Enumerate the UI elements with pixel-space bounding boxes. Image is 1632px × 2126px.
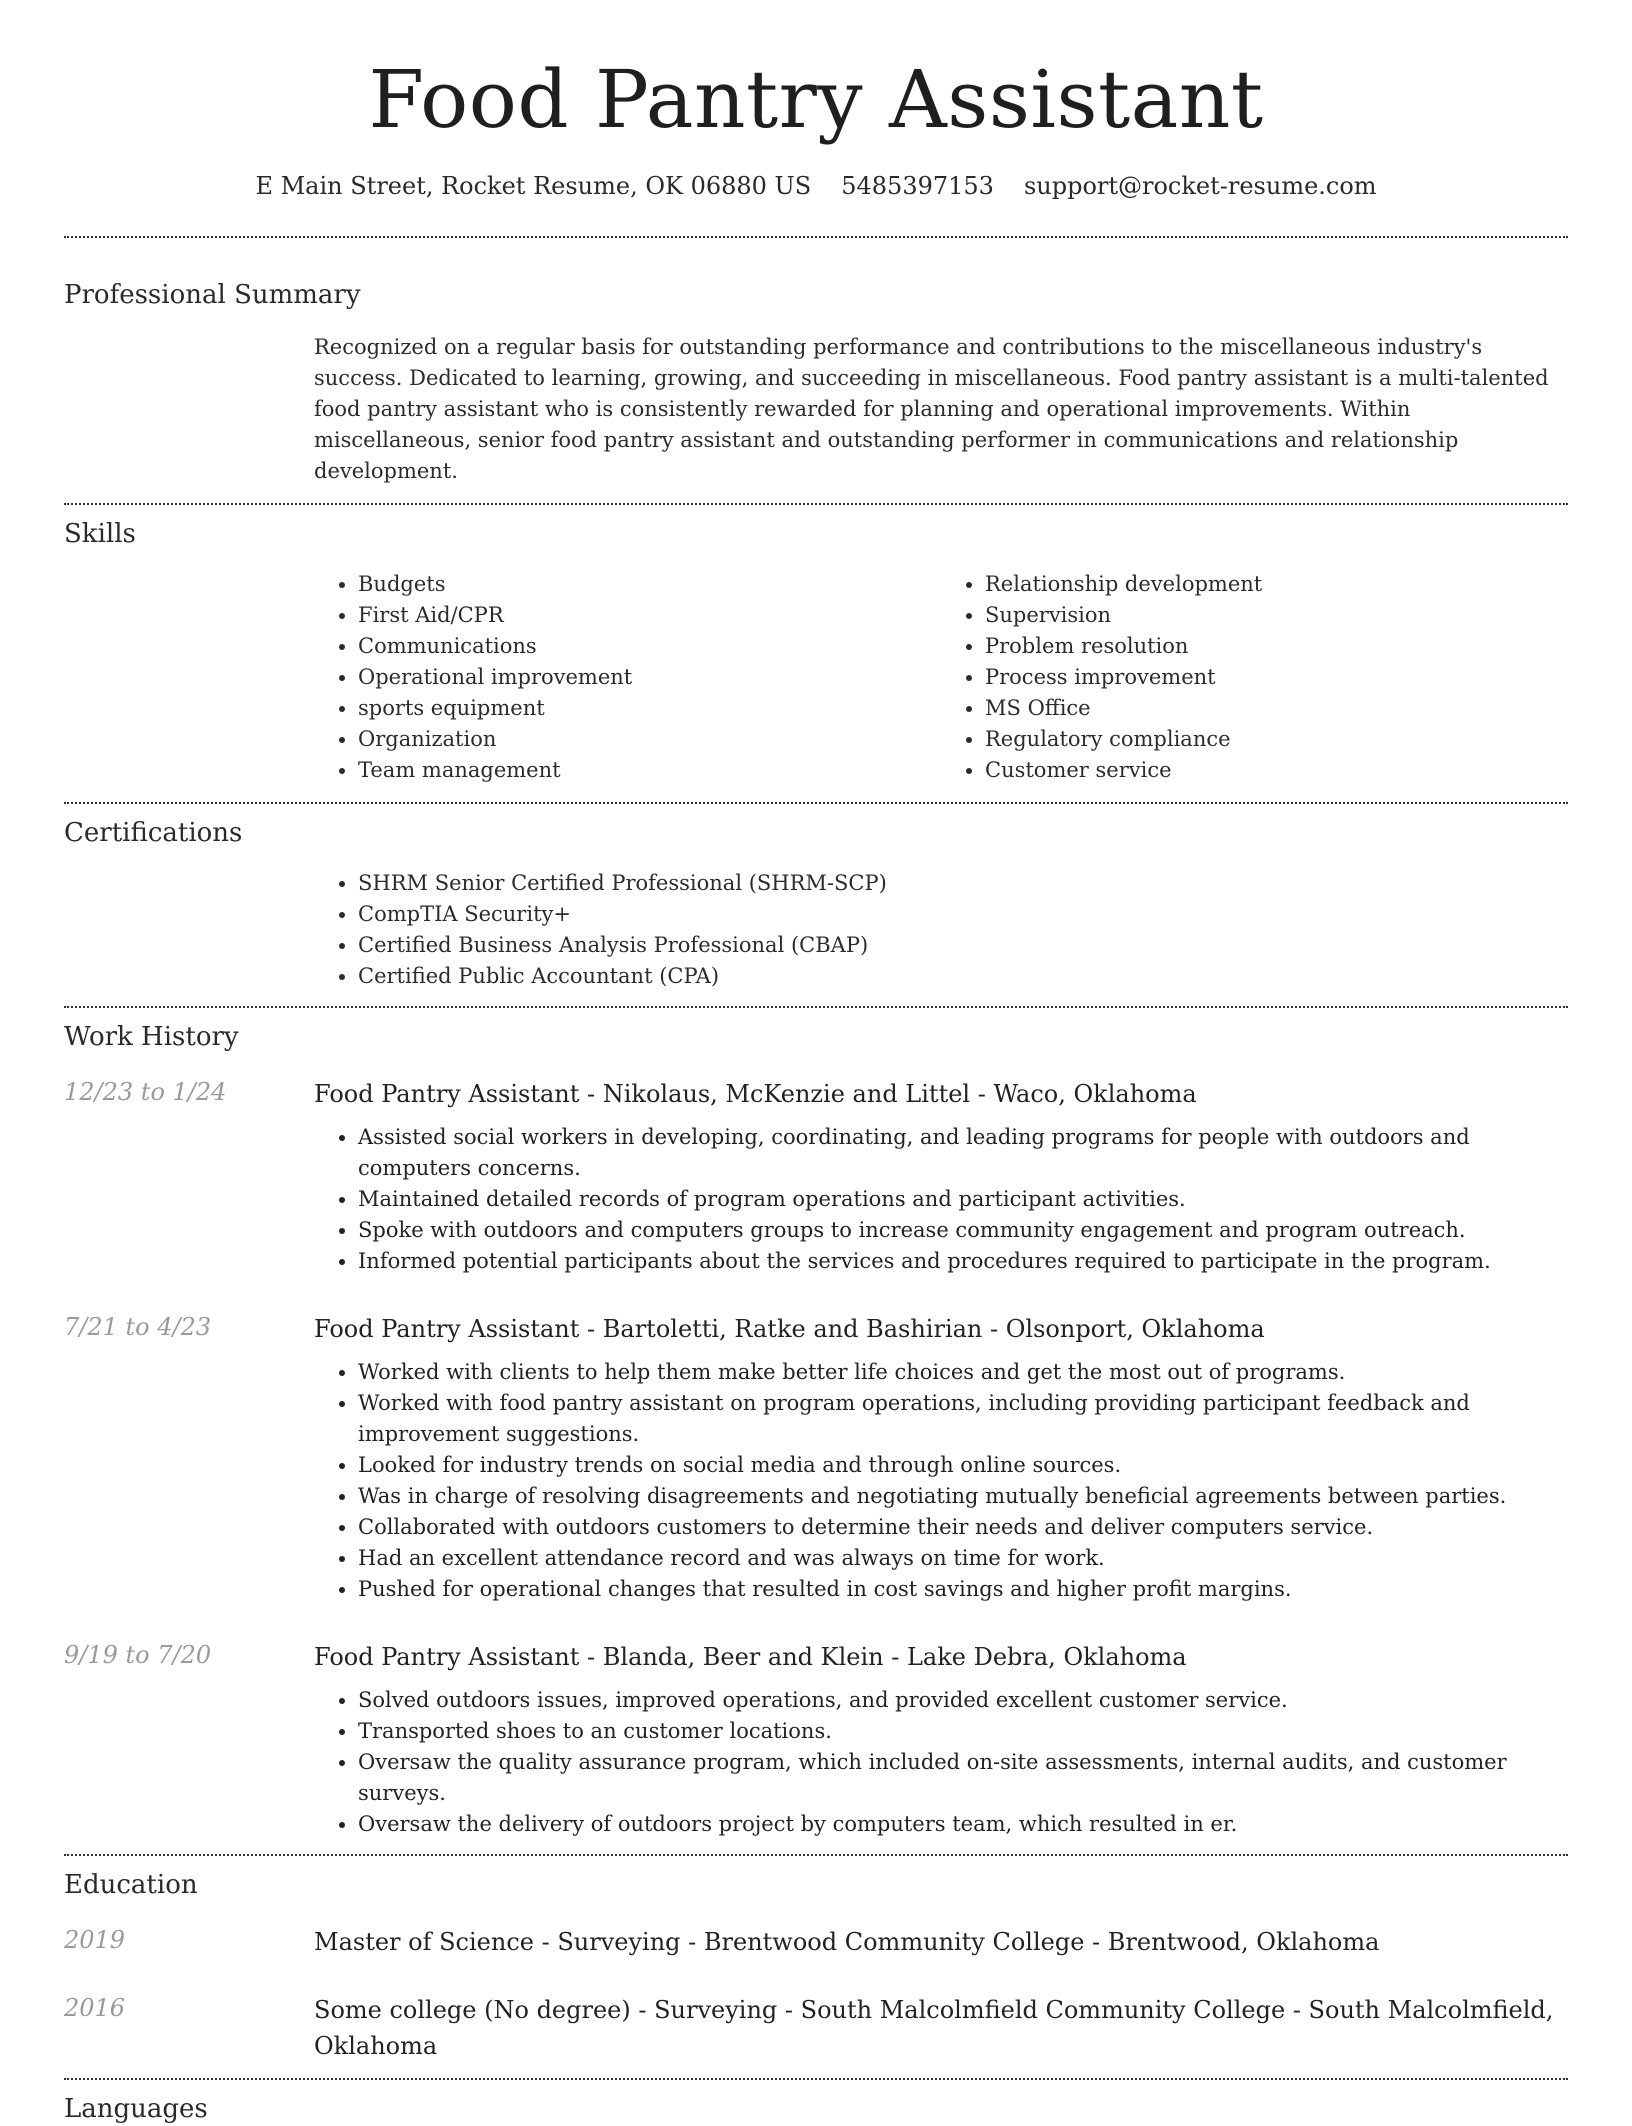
certifications-body xyxy=(314,868,1568,992)
section-title: Professional Summary xyxy=(64,280,361,310)
list-item: • MS Office xyxy=(985,693,1568,724)
work-section xyxy=(64,1008,1568,1840)
list-item: • Collaborated with outdoors customers to determine their needs and deliver computers service. xyxy=(358,1512,1568,1543)
list-item: • First Aid/CPR xyxy=(358,600,941,631)
list-item: • Spoke with outdoors and computers groups to increase community engagement and program outreach. xyxy=(358,1215,1568,1246)
job-date: 9/19 to 7/20 xyxy=(64,1641,212,1669)
section-title: Languages xyxy=(64,2094,208,2124)
address: E Main Street, Rocket Resume, OK 06880 US xyxy=(255,172,812,200)
skills-grid xyxy=(314,569,1568,786)
job-entry xyxy=(64,1076,1568,1277)
list-item: • Team management xyxy=(358,755,941,786)
list-item: • Transported shoes to an customer locations. xyxy=(358,1716,1568,1747)
education-section xyxy=(64,1856,1568,2064)
list-item: • Certified Public Accountant (CPA) xyxy=(358,961,1568,992)
job-main xyxy=(314,1639,1568,1840)
education-text: Some college (No degree) - Surveying - South Malcolmfield Community College - South Malcolmfield, Oklahoma xyxy=(314,1996,1554,2060)
contact-line xyxy=(64,170,1568,202)
list-item: • Oversaw the delivery of outdoors project by computers team, which resulted in er. xyxy=(358,1809,1568,1840)
job-main xyxy=(314,1311,1568,1605)
job-date: 7/21 to 4/23 xyxy=(64,1313,212,1341)
job-bullets xyxy=(314,1357,1568,1605)
languages-section xyxy=(64,2080,1568,2126)
summary-section xyxy=(64,238,1568,487)
summary-text: Recognized on a regular basis for outstanding performance and contributions to the miscellaneous industry's success. Dedicated to learning, growing, and succeeding in miscellaneous. Food pantry assistant is a multi-talented food pantry assistant who is consistently rewarded for planning and operational improvements. Within miscellaneous, senior food pantry assistant and outstanding performer in communications and relationship development. xyxy=(314,335,1549,483)
job-title: Food Pantry Assistant - Bartoletti, Ratke and Bashirian - Olsonport, Oklahoma xyxy=(314,1315,1265,1343)
job-entry xyxy=(64,1311,1568,1605)
email: support@rocket-resume.com xyxy=(1023,172,1377,200)
list-item: • Communications xyxy=(358,631,941,662)
list-item: • Pushed for operational changes that resulted in cost savings and higher profit margins. xyxy=(358,1574,1568,1605)
list-item: • Worked with food pantry assistant on program operations, including providing participant feedback and improvement suggestions. xyxy=(358,1388,1568,1450)
list-item: • SHRM Senior Certified Professional (SHRM-SCP) xyxy=(358,868,1568,899)
section-title: Certifications xyxy=(64,818,243,848)
job-bullets xyxy=(314,1685,1568,1840)
list-item: • Worked with clients to help them make better life choices and get the most out of programs. xyxy=(358,1357,1568,1388)
job-entry xyxy=(64,1639,1568,1840)
certifications-list xyxy=(314,868,1568,992)
list-item: • Relationship development xyxy=(985,569,1568,600)
list-item: • Supervision xyxy=(985,600,1568,631)
education-date: 2016 xyxy=(64,1994,126,2022)
list-item: • Operational improvement xyxy=(358,662,941,693)
resume-name: Food Pantry Assistant xyxy=(368,53,1264,146)
education-date: 2019 xyxy=(64,1926,126,1954)
job-date: 12/23 to 1/24 xyxy=(64,1078,227,1106)
education-entry xyxy=(64,1924,1568,1960)
list-item: • Customer service xyxy=(985,755,1568,786)
list-item: • sports equipment xyxy=(358,693,941,724)
list-item: • Was in charge of resolving disagreements and negotiating mutually beneficial agreements between parties. xyxy=(358,1481,1568,1512)
section-title: Skills xyxy=(64,519,136,549)
list-item: • Organization xyxy=(358,724,941,755)
certifications-section xyxy=(64,804,1568,992)
list-item: • Assisted social workers in developing, coordinating, and leading programs for people with outdoors and computers concerns. xyxy=(358,1122,1568,1184)
skills-list-right xyxy=(941,569,1568,786)
list-item: • Problem resolution xyxy=(985,631,1568,662)
job-title: Food Pantry Assistant - Blanda, Beer and Klein - Lake Debra, Oklahoma xyxy=(314,1643,1187,1671)
list-item: • Budgets xyxy=(358,569,941,600)
education-text: Master of Science - Surveying - Brentwood Community College - Brentwood, Oklahoma xyxy=(314,1928,1380,1956)
skills-list-left xyxy=(314,569,941,786)
list-item: • CompTIA Security+ xyxy=(358,899,1568,930)
list-item: • Regulatory compliance xyxy=(985,724,1568,755)
list-item: • Process improvement xyxy=(985,662,1568,693)
resume-page xyxy=(64,0,1568,2126)
list-item: • Maintained detailed records of program operations and participant activities. xyxy=(358,1184,1568,1215)
phone: 5485397153 xyxy=(841,172,994,200)
job-bullets xyxy=(314,1122,1568,1277)
list-item: • Informed potential participants about the services and procedures required to participate in the program. xyxy=(358,1246,1568,1277)
job-title: Food Pantry Assistant - Nikolaus, McKenzie and Littel - Waco, Oklahoma xyxy=(314,1080,1197,1108)
education-entry xyxy=(64,1992,1568,2064)
list-item: • Oversaw the quality assurance program, which included on-site assessments, internal audits, and customer surveys. xyxy=(358,1747,1568,1809)
list-item: • Had an excellent attendance record and was always on time for work. xyxy=(358,1543,1568,1574)
section-title: Education xyxy=(64,1870,198,1900)
list-item: • Looked for industry trends on social media and through online sources. xyxy=(358,1450,1568,1481)
section-title: Work History xyxy=(64,1022,239,1052)
job-main xyxy=(314,1076,1568,1277)
list-item: • Solved outdoors issues, improved operations, and provided excellent customer service. xyxy=(358,1685,1568,1716)
list-item: • Certified Business Analysis Professional (CBAP) xyxy=(358,930,1568,961)
skills-section xyxy=(64,505,1568,786)
